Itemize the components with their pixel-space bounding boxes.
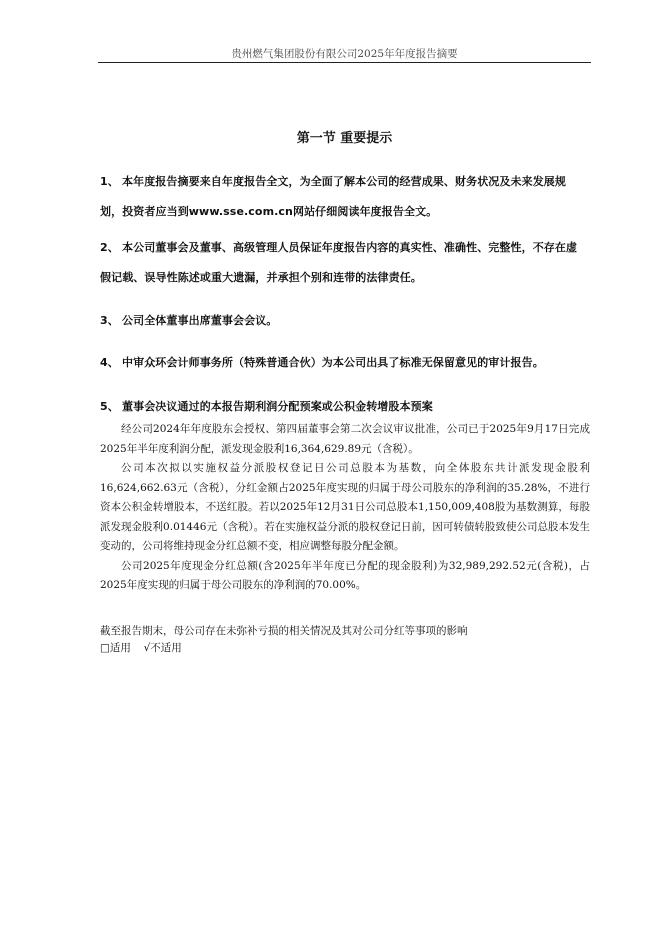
notice-item-1: [100, 167, 588, 227]
item-text: 本年度报告摘要来自年度报告全文，为全面了解本公司的经营成果、财务状况及未来发展规划，投资者应当到www.sse.com.cn网站仔细阅读年度报告全文。: [100, 175, 566, 218]
item-text: 董事会决议通过的本报告期利润分配预案或公积金转增股本预案: [122, 400, 433, 413]
section-title: 第一节 重要提示: [296, 131, 393, 146]
item-number: 3、: [100, 314, 119, 327]
applicability-options: [100, 639, 590, 657]
header-divider: [98, 62, 591, 63]
item-text: 公司全体董事出席董事会会议。: [122, 314, 278, 327]
profit-distribution-body: [100, 420, 590, 596]
paragraph: 经公司2024年年度股东会授权、第四届董事会第二次会议审议批准，公司已于2025年9月17日完成2025年半年度利润分配，派发现金股利16,364,629.89元（含税）。: [100, 423, 590, 455]
paragraph: 公司2025年度现金分红总额(含2025年半年度已分配的现金股利)为32,989,292.52元(含税)，占2025年度实现的归属于母公司股东的净利润的70.00%。: [100, 559, 590, 591]
item-number: 2、: [100, 241, 119, 254]
page-header: 贵州燃气集团股份有限公司2025年年度报告摘要: [231, 48, 458, 60]
item-number: 4、: [100, 356, 119, 369]
item-text: 本公司董事会及董事、高级管理人员保证年度报告内容的真实性、准确性、完整性，不存在虚假记载、误导性陈述或重大遗漏，并承担个别和连带的法律责任。: [100, 241, 578, 284]
item-text: 中审众环会计师事务所（特殊普通合伙）为本公司出具了标准无保留意见的审计报告。: [122, 356, 544, 369]
option-applicable: □适用: [100, 642, 131, 654]
notice-item-3: [100, 306, 588, 336]
notice-item-4: [100, 348, 588, 378]
notice-item-2: [100, 233, 588, 293]
paragraph: 公司本次拟以实施权益分派股权登记日公司总股本为基数，向全体股东共计派发现金股利16,624,662.63元（含税），分红金额占2025年度实现的归属于母公司股东的净利润的35.28%，不进行资本公积金转增股本，不送红股。若以2025年12月31日公司总股本1,150,009,408股为基数测算，每股派发现金股利0.01446元（含税）。若在实施权益分派的股权登记日前，因可转债转股致使公司总股本发生变动的，公司将维持现金分红总额不变，相应调整每股分配金额。: [100, 462, 590, 552]
item-number: 5、: [100, 400, 119, 413]
item-number: 1、: [100, 175, 119, 188]
notice-item-5: [100, 392, 588, 422]
option-not-applicable: √不适用: [143, 642, 182, 654]
deficit-note: 截至报告期末，母公司存在未弥补亏损的相关情况及其对公司分红等事项的影响: [100, 625, 468, 637]
